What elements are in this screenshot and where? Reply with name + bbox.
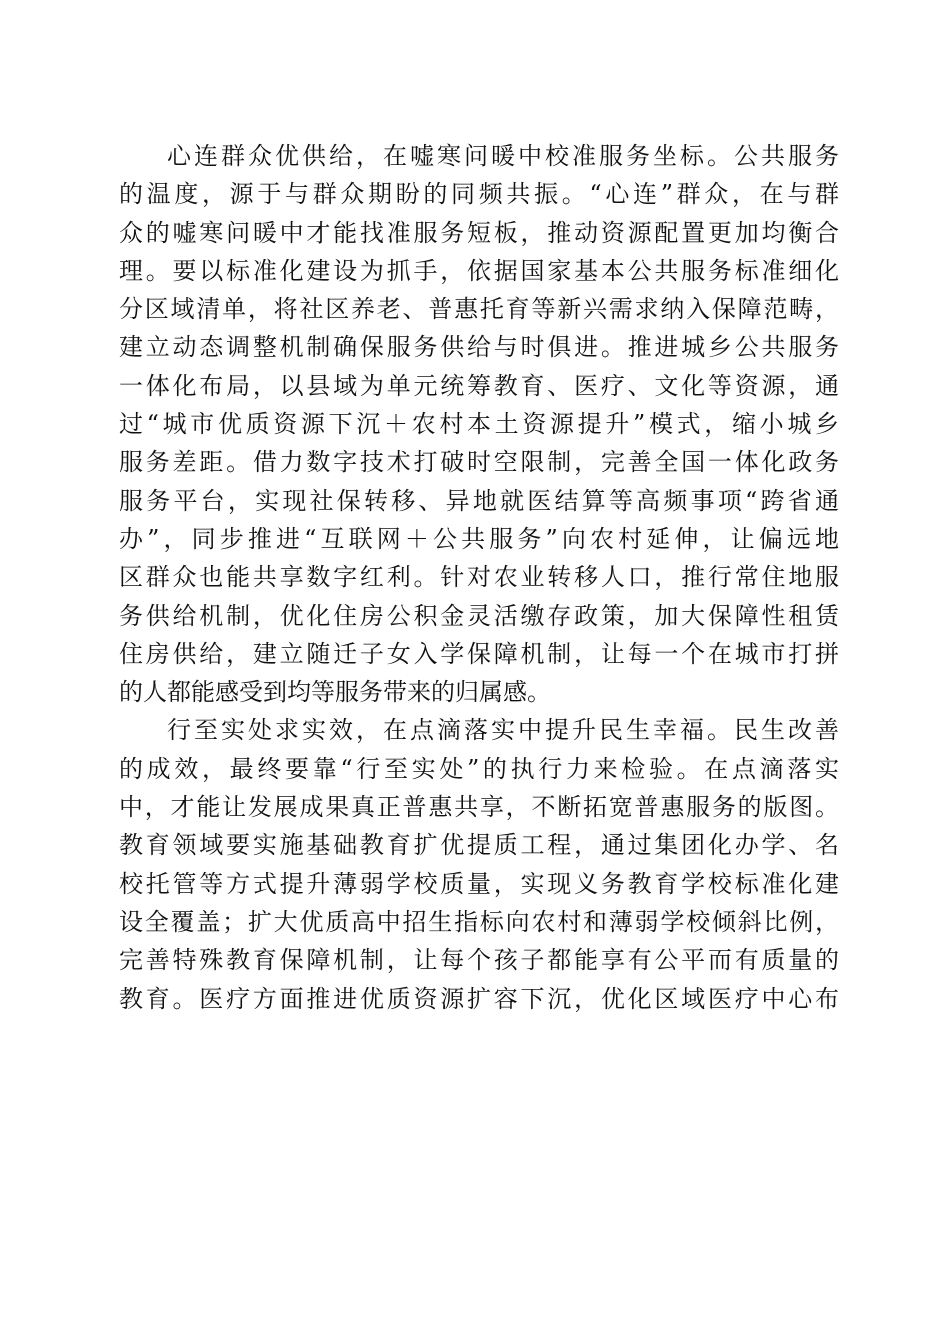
text-line: 的成效，最终要靠“行至实处”的执行力来检验。在点滴落实 <box>119 754 839 783</box>
text-line: 理。要以标准化建设为抓手，依据国家基本公共服务标准细化 <box>119 256 839 285</box>
text-line: 建立动态调整机制确保服务供给与时俱进。推进城乡公共服务 <box>119 333 839 362</box>
text-line: 分区域清单，将社区养老、普惠托育等新兴需求纳入保障范畴， <box>119 295 839 324</box>
text-line: 的温度，源于与群众期盼的同频共振。“心连”群众，在与群 <box>119 180 839 209</box>
text-line: 服务平台，实现社保转移、异地就医结算等高频事项“跨省通 <box>119 486 839 515</box>
text-line: 行至实处求实效，在点滴落实中提升民生幸福。民生改善 <box>167 716 839 745</box>
text-line: 住房供给，建立随迁子女入学保障机制，让每一个在城市打拼 <box>119 639 839 668</box>
text-line: 区群众也能共享数字红利。针对农业转移人口，推行常住地服 <box>119 563 839 592</box>
text-line: 完善特殊教育保障机制，让每个孩子都能享有公平而有质量的 <box>119 946 839 975</box>
text-line: 设全覆盖；扩大优质高中招生指标向农村和薄弱学校倾斜比例， <box>119 907 839 936</box>
paragraph-1 <box>119 137 839 711</box>
text-line: 校托管等方式提升薄弱学校质量，实现义务教育学校标准化建 <box>119 869 839 898</box>
text-line: 务供给机制，优化住房公积金灵活缴存政策，加大保障性租赁 <box>119 601 839 630</box>
text-line: 过“城市优质资源下沉＋农村本土资源提升”模式，缩小城乡 <box>119 410 839 439</box>
text-line: 办”，同步推进“互联网＋公共服务”向农村延伸，让偏远地 <box>119 524 839 553</box>
paragraph-2 <box>119 711 839 1017</box>
text-line: 心连群众优供给，在嘘寒问暖中校准服务坐标。公共服务 <box>167 142 839 170</box>
text-line: 的人都能感受到均等服务带来的归属感。 <box>119 678 551 707</box>
text-line: 众的嘘寒问暖中才能找准服务短板，推动资源配置更加均衡合 <box>119 218 839 247</box>
body-text <box>119 137 839 1018</box>
text-line: 教育领域要实施基础教育扩优提质工程，通过集团化办学、名 <box>119 831 839 860</box>
text-line: 中，才能让发展成果真正普惠共享，不断拓宽普惠服务的版图。 <box>119 793 839 822</box>
text-line: 一体化布局，以县域为单元统筹教育、医疗、文化等资源，通 <box>119 371 839 400</box>
text-line: 服务差距。借力数字技术打破时空限制，完善全国一体化政务 <box>119 448 839 477</box>
text-line: 教育。医疗方面推进优质资源扩容下沉，优化区域医疗中心布 <box>119 984 839 1013</box>
